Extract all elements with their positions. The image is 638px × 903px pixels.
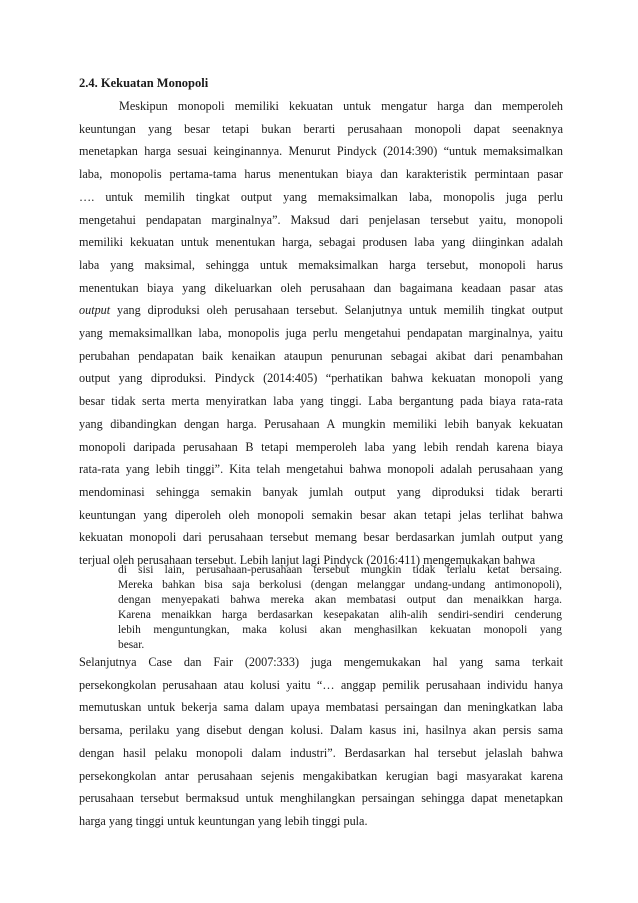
text-line: memutuskan untuk bekerja sama dalam upaya membatasi persaingan dan meningkatkan laba <box>79 700 563 715</box>
text-line: Selanjutnya Case dan Fair (2007:333) juga mengemukakan hal yang sama terkait <box>79 655 563 669</box>
text-line: yang dibandingkan dengan harga. Perusahaan A mungkin memiliki lebih banyak kekuatan <box>79 416 563 431</box>
text-line: mendominasi sehingga semakin banyak jumlah output yang diproduksi tidak berarti <box>79 484 563 499</box>
text-line: memiliki kekuatan untuk menentukan harga, sebagai produsen laba yang diinginkan adalah <box>79 235 563 250</box>
text-line: output yang diproduksi. Pindyck (2014:405) “perhatikan bahwa kekuatan monopoli yang <box>79 371 563 386</box>
text-line-rest: yang diproduksi oleh perusahaan tersebut. Selanjutnya untuk memilih tingkat output <box>117 303 564 318</box>
text-line: laba yang maksimal, sehingga untuk memaksimalkan harga tersebut, monopoli harus <box>79 257 563 272</box>
quote-line: Karena menaikkan harga berdasarkan kesepakatan alih-alih sendiri-sendiri cenderung <box>118 609 562 622</box>
text-line: yang memaksimallkan laba, monopolis juga perlu mengetahui pendapatan marginalnya, yaitu <box>79 326 563 341</box>
paragraph-1 <box>79 95 563 572</box>
text-line: rata-rata yang lebih tinggi”. Kita telah mengetahui bahwa monopoli adalah perusahaan yang <box>79 462 563 477</box>
text-line: persekongkolan antar perusahaan sejenis mengakibatkan kerugian bagi masyarakat karena <box>79 768 563 783</box>
text-line: Meskipun monopoli memiliki kekuatan untuk mengatur harga dan memperoleh <box>119 99 563 113</box>
text-line: perubahan pendapatan baik kenaikan ataupun penurunan sebagai akibat dari penambahan <box>79 348 563 363</box>
text-line: …. untuk memilih tingkat output yang memaksimalkan laba, monopolis juga perlu <box>79 189 563 204</box>
text-line: kekuatan monopoli dari perusahaan tersebut memang besar berdasarkan jumlah output yang <box>79 530 563 545</box>
section-heading: 2.4. Kekuatan Monopoli <box>79 76 209 90</box>
text-line: besar tidak serta merta menyiratkan laba yang tinggi. Laba bergantung pada biaya rata-rata <box>79 394 563 409</box>
text-line-with-italic <box>79 299 563 322</box>
quote-line: lebih menguntungkan, maka kolusi akan menghasilkan kekuatan monopoli yang <box>118 624 562 637</box>
quote-line: Mereka bahkan bisa saja berkolusi (dengan melanggar undang-undang antimonopoli), <box>118 579 562 592</box>
italic-word: output <box>79 303 111 318</box>
text-line: keuntungan yang besar tetapi bukan berarti perusahaan monopoli dapat seenaknya <box>79 121 563 136</box>
text-line: perusahaan tersebut bermaksud untuk menghilangkan persaingan sehingga dapat menetapkan <box>79 791 563 806</box>
text-line: persekongkolan perusahaan atau kolusi yaitu “… anggap pemilik perusahaan individu hanya <box>79 677 563 692</box>
paragraph-2 <box>79 651 563 833</box>
text-line: mengetahui pendapatan marginalnya”. Maksud dari penjelasan tersebut yaitu, monopoli <box>79 212 563 227</box>
text-line: monopoli daripada perusahaan B tetapi memperoleh laba yang lebih rendah karena biaya <box>79 439 563 454</box>
text-line: bersama, perilaku yang disebut dengan kolusi. Dalam kasus ini, hasilnya akan persis sama <box>79 723 563 738</box>
block-quote <box>118 563 562 654</box>
text-line: laba, monopolis pertama-tama harus menentukan biaya dan karakteristik permintaan pasar <box>79 167 563 182</box>
text-line: dengan hasil pelaku monopoli dalam industri”. Berdasarkan hal tersebut jelaslah bahwa <box>79 745 563 760</box>
text-line: harga yang tinggi untuk keuntungan yang lebih tinggi pula. <box>79 813 368 828</box>
quote-line: di sisi lain, perusahaan-perusahaan tersebut mungkin tidak terlalu ketat bersaing. <box>118 564 562 576</box>
quote-line: besar. <box>118 639 145 652</box>
text-line: terjual oleh perusahaan tersebut. Lebih lanjut lagi Pindyck (2016:411) mengemukakan bahwa <box>79 553 536 568</box>
quote-line: dengan menyepakati bahwa mereka akan membatasi output dan menaikkan harga. <box>118 594 562 607</box>
text-line: menetapkan harga sesuai keinginannya. Menurut Pindyck (2014:390) “untuk memaksimalkan <box>79 144 563 159</box>
text-line: keuntungan yang diperoleh oleh monopoli semakin besar akan tetapi jelas terlihat bahwa <box>79 507 563 522</box>
text-line: menentukan biaya yang dikeluarkan oleh perusahaan dan bagaimana keadaan pasar atas <box>79 280 563 295</box>
